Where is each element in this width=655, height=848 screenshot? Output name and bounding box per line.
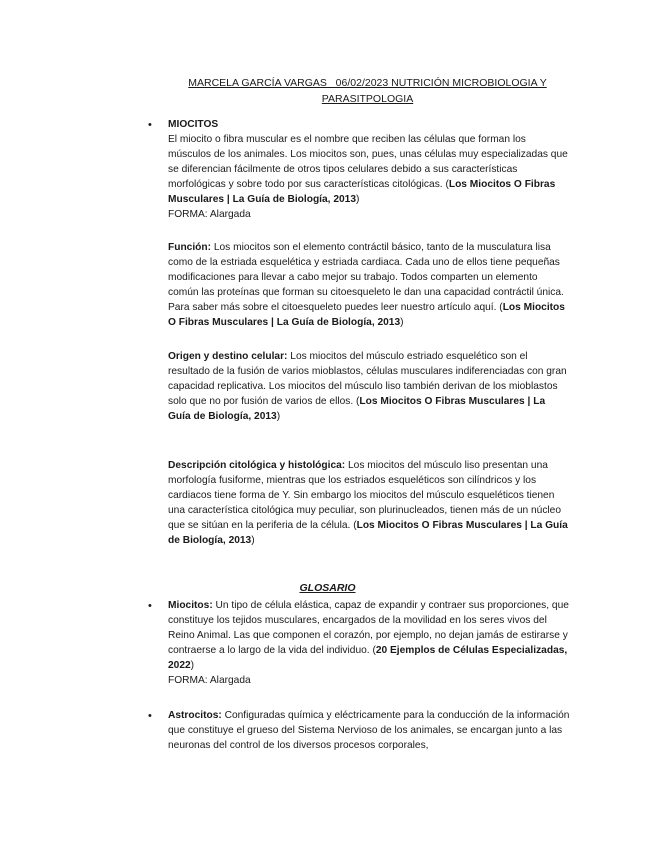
- glosario-astrocitos-body: Configuradas química y eléctricamente para la conducción de la información que constituye el grueso del Sistema Nervioso de los animales, se encargan junto a las neuronas del control de los diversos procesos corporales,: [168, 710, 570, 751]
- miocitos-body: El miocito o fibra muscular es el nombre que reciben las células que forman los músculos de los animales. Los miocitos son, pues, unas células muy especializadas que se diferencian fácilmente de otros tipos celulares debido a sus características morfológicas y sobre todo por sus características citológicas. (: [168, 134, 568, 190]
- descripcion-paragraph: [168, 458, 570, 548]
- document-header: [150, 75, 585, 107]
- funcion-label: Función:: [168, 242, 212, 253]
- bullet-glosario-miocitos: •: [148, 600, 152, 612]
- origen-paragraph: [168, 349, 570, 424]
- miocitos-citation: Los Miocitos O Fibras Musculares | La Guía de Biología, 2013: [168, 179, 556, 205]
- funcion-body: Los miocitos son el elemento contráctil básico, tanto de la musculatura lisa como de la estriada esquelética y estriada cardiaca. Cada uno de ellos tiene pequeñas modificaciones para llevar a cabo mejor su trabajo. Todos comparten un elemento común las proteínas que forman su citoesqueleto le dan una capacidad contráctil única. Para saber más sobre el citoesqueleto puedes leer nuestro artículo aquí. (: [168, 242, 564, 313]
- miocitos-title: MIOCITOS: [168, 119, 219, 130]
- glosario-astrocitos-label: Astrocitos:: [168, 710, 222, 721]
- glosario-item-miocitos: [168, 598, 570, 688]
- header-line-2: PARASITPOLOGIA: [321, 93, 414, 105]
- miocitos-close: ): [356, 194, 360, 205]
- origen-body: Los miocitos del músculo estriado esquelético son el resultado de la fusión de varios mioblastos, células musculares indiferenciadas con gran capacidad replicativa. Los miocitos del músculo liso también derivan de los mioblastos solo que no por fusión de varios de ellos. (: [168, 351, 567, 407]
- miocitos-section: [168, 117, 570, 222]
- funcion-citation: Los Miocitos O Fibras Musculares | La Guía de Biología, 2013: [168, 302, 565, 328]
- origen-citation: Los Miocitos O Fibras Musculares | La Guía de Biología, 2013: [168, 396, 546, 422]
- header-line-1: MARCELA GARCÍA VARGAS 06/02/2023 NUTRICIÓN MICROBIOLOGIA Y: [188, 77, 547, 89]
- glosario-miocitos-body: Un tipo de célula elástica, capaz de expandir y contraer sus proporciones, que constituye los tejidos musculares, encargados de la movilidad en los seres vivos del Reino Animal. Las que componen el corazón, por ejemplo, no dejan jamás de estirarse y contraerse a lo largo de la vida del individuo. (: [168, 600, 569, 656]
- descripcion-body: Los miocitos del músculo liso presentan una morfología fusiforme, mientras que los estriados esqueléticos son cilíndricos y los cardiacos tiene forma de Y. Sin embargo los miocitos del músculo esqueléticos tienen una característica citológica muy peculiar, son plurinucleados, tienen más de un núcleo que se sitúan en la periferia de la célula. (: [168, 460, 562, 531]
- glosario-miocitos-citation: 20 Ejemplos de Células Especializadas, 2022: [168, 645, 568, 671]
- funcion-close: ): [400, 317, 404, 328]
- glosario-miocitos-label: Miocitos:: [168, 600, 213, 611]
- bullet-miocitos: •: [148, 119, 152, 131]
- descripcion-close: ): [251, 535, 255, 546]
- bullet-glosario-astrocitos: •: [148, 710, 152, 722]
- descripcion-label: Descripción citológica y histológica:: [168, 460, 346, 471]
- glosario-title: GLOSARIO: [299, 582, 356, 594]
- origen-close: ): [276, 411, 281, 422]
- origen-label: Origen y destino celular:: [168, 351, 288, 362]
- glosario-miocitos-forma: FORMA: Alargada: [168, 675, 251, 686]
- descripcion-citation: Los Miocitos O Fibras Musculares | La Guía de Biología, 2013: [168, 520, 568, 546]
- glosario-item-astrocitos: [168, 708, 570, 753]
- miocitos-forma: FORMA: Alargada: [168, 209, 251, 220]
- glosario-miocitos-close: ): [190, 660, 195, 671]
- funcion-paragraph: [168, 240, 570, 330]
